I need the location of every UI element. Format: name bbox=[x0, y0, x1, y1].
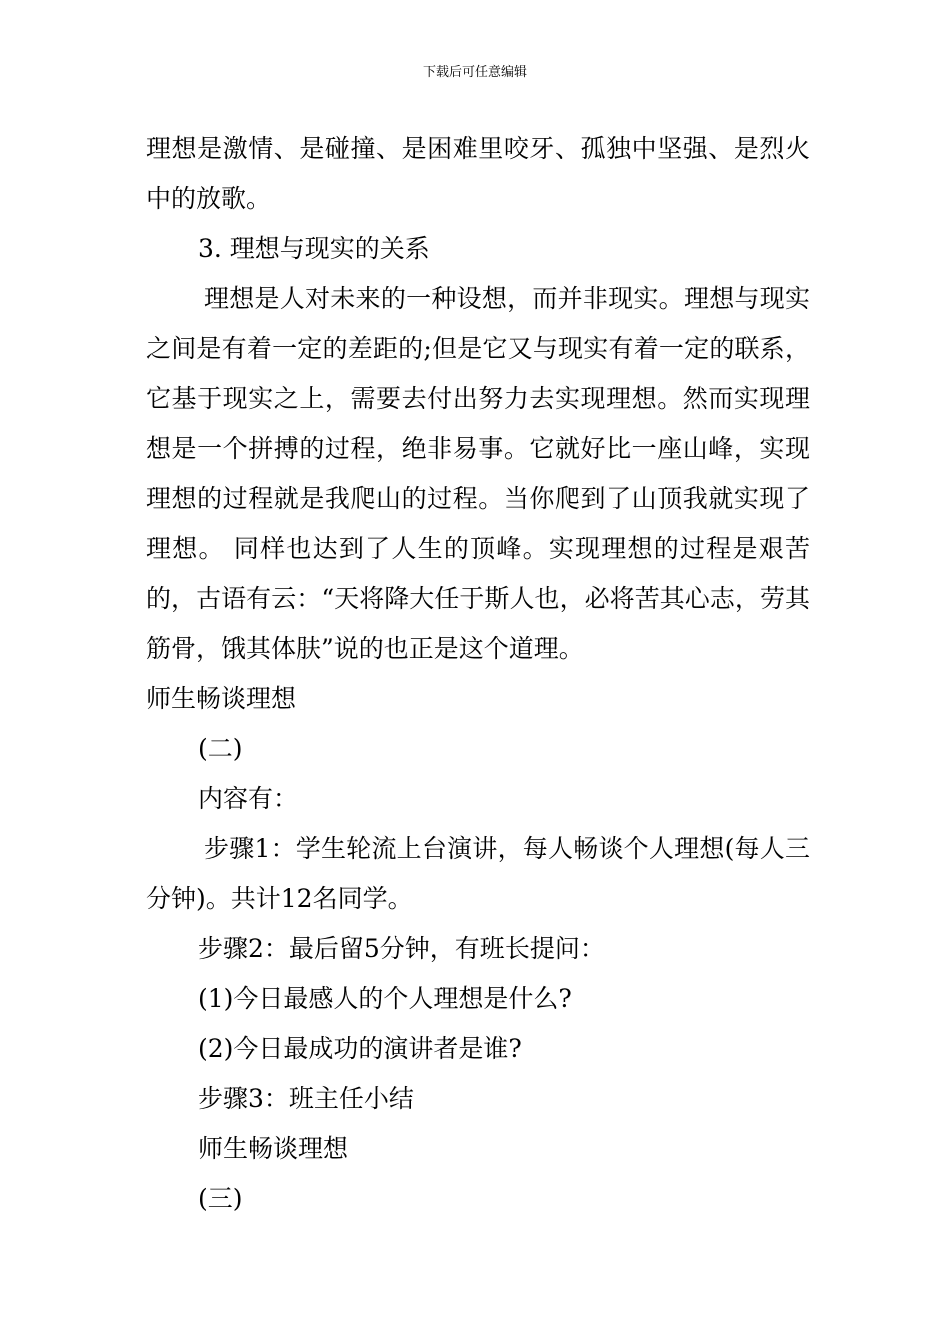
content-label: 内容有： bbox=[198, 784, 299, 813]
step-1: 步骤1：学生轮流上台演讲，每人畅谈个人理想(每人三分钟)。共计12名同学。 bbox=[146, 834, 810, 913]
section-number-three: (三) bbox=[198, 1184, 243, 1213]
question-2: (2)今日最成功的演讲者是谁? bbox=[198, 1034, 522, 1063]
page-header-note: 下载后可任意编辑 bbox=[422, 65, 527, 80]
paragraph-ideal-vs-reality: 理想是人对未来的一种设想，而并非现实。理想与现实之间是有着一定的差距的;但是它又与现实有着一定的联系，它基于现实之上，需要去付出努力去实现理想。然而实现理想是一个拼搏的过程，绝非易事。它就好比一座山峰，实现理想的过程就是我爬山的过程。当你爬到了山顶我就实现了理想。 同样也达到了人生的顶峰。实现理想的过程是艰苦的，古语有云：“天将降大任于斯人也，必将苦其心志，劳其筋骨，饿其体肤”说的也正是这个道理。 bbox=[146, 284, 810, 663]
section-number-two: (二) bbox=[198, 734, 243, 763]
document-body bbox=[146, 124, 810, 1224]
paragraph-ideal-passion: 理想是激情、是碰撞、是困难里咬牙、孤独中坚强、是烈火中的放歌。 bbox=[146, 134, 810, 213]
title-teacher-student-talk: 师生畅谈理想 bbox=[146, 684, 297, 713]
step-3: 步骤3：班主任小结 bbox=[198, 1084, 414, 1113]
section-heading-ideal-reality: 3. 理想与现实的关系 bbox=[198, 234, 430, 263]
title-teacher-student-talk-2: 师生畅谈理想 bbox=[198, 1134, 349, 1163]
question-1: (1)今日最感人的个人理想是什么? bbox=[198, 984, 572, 1013]
step-2: 步骤2：最后留5分钟，有班长提问： bbox=[198, 934, 605, 963]
